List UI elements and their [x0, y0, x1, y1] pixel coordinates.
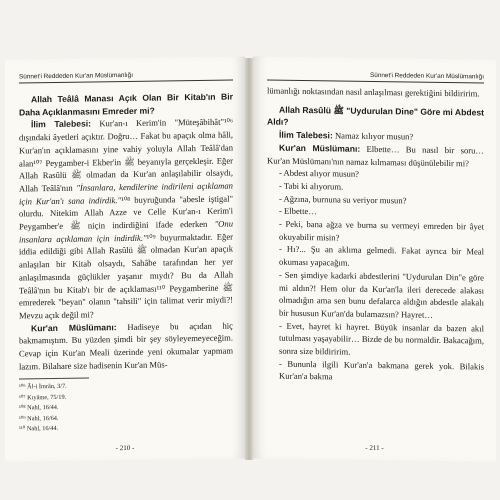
- footnote: ¹⁰⁷ Kıyâme, 75/19.: [19, 393, 67, 402]
- left-page: [5, 56, 245, 461]
- dialogue-line: - Tabi ki alıyorum.: [279, 180, 344, 192]
- right-running-header: Sünnet'i Reddeden Kur'an Müslümanlığı: [267, 70, 484, 83]
- footnote: ¹⁰⁶ Âl-i İmrân, 3/7.: [19, 383, 67, 391]
- quoted-verse: "Onu insanlara açıklaman için indirdik.": [19, 218, 233, 245]
- footnote: ¹¹⁰ Nahl, 16/44.: [19, 425, 59, 433]
- page-number-left: - 210 -: [115, 443, 135, 453]
- paragraph-ilim-talebesi: [19, 116, 233, 322]
- page-number-right: - 211 -: [365, 443, 384, 453]
- paragraph-text: Elbette… Bu nasıl bir soru… Kur'an Müslümanı'nın namaz kılmaması düşünülebilir mi?: [267, 143, 485, 168]
- dialogue-line: - Peki, bana ağza ve burna su vermeyi emreden bir âyet okuyabilir misin?: [279, 218, 484, 243]
- dialogue-line: - Sen şimdiye kadarki abdestlerini "Uydurulan Din"e göre mi aldın?! Hem olur da Kur'an'la ileri derecede alakası olmadığın ama sen bunu defalarca aldığın abdestle alakalı bir hususun Kur'an'da bulamazsın? Hayret…: [279, 269, 484, 320]
- paragraph-continuation: lümanlığı noktasından nasıl anlaşılması gerektiğini bildiririm.: [267, 85, 480, 99]
- section-heading-left: Allah Teâlâ Manası Açık Olan Bir Kitab'ın Bir Daha Açıklanmasını Emreder mi?: [19, 91, 233, 118]
- dialogue-line: - Bununla ilgili Kur'an'a bakmana gerek yok. Bilakis Kur'an'a bakma: [279, 358, 484, 382]
- paragraph-text: Namaz kılıyor musun?: [332, 130, 414, 142]
- right-page-text: [267, 84, 484, 385]
- dialogue-line: - Hı?... Şu an aklıma gelmedi. Fakat ayrıca bir Meal okuması yapacağım.: [279, 244, 484, 268]
- book-spine: [245, 58, 253, 460]
- left-page-text: [19, 90, 233, 372]
- paragraph-kuran-muslumani: [267, 141, 484, 169]
- paragraph-kuran-muslumani: [19, 319, 233, 373]
- footnote: ¹⁰⁹ Nahl, 16/64.: [19, 414, 59, 423]
- speaker-label: İlim Talebesi:: [31, 118, 91, 130]
- footnote: ¹⁰⁸ Nahl, 16/44.: [19, 404, 59, 412]
- speaker-label: İlim Talebesi:: [279, 129, 333, 141]
- footnotes: [19, 378, 89, 435]
- left-running-header: Sünnet'i Reddeden Kur'an Müslümanlığı: [19, 70, 233, 83]
- paragraph-text: Hadiseye bu açıdan hiç bakmamıştım. Bu yüzden şimdi bir şey söyleyemeyeceğim. Cevap için Kur'an Meali üzerinde yeni okumalar yapmam lazım. Bilahare size hadisenin Kur'an Müs-: [19, 320, 233, 372]
- paragraph-text: ¹⁰⁸ buyruğunda "abesle iştigal" olurdu. Nitekim Allah Azze ve Celle Kur'an-ı Kerim'i Peygamber'e ﷺ niçin indirdiğini ifade ederken: [19, 193, 233, 232]
- speaker-label: Kur'an Müslümanı:: [31, 321, 117, 333]
- paragraph-text: Kur'an-ı Kerim'in "Müteşâbihât"¹⁰⁶ dışındaki âyetleri açıktır. Doğru… Fakat bu apaçık olma hâli, Kur'an'ın açıklamasını yine vahiy yoluyla Allah Teâlâ'dan alan¹⁰⁷ Peygamber-i Ekber'in ﷺ beyanıyla gerçekleşir. Eğer Allah Rasûlü ﷺ olmadan da Kur'an anlaşılabilir olsaydı, Allah Teâlâ'nın: [19, 116, 233, 194]
- paragraph-text: ¹⁰⁹ buyurmaktadır. Eğer iddia edildiği gibi Allah Rasûlü ﷺ olmadan Kur'an apaçık anlaşılan bir Kitab olsaydı, Sahâbe tarafından her yer anlaşılmasında güçlükler yaşanır mıydı? Bu da Allah Teâlâ'nın bu Kitab'ı bir de açıklaması¹¹⁰ Peygamberine ﷺ emrederek "beyan" olanın "tahsili" için talimat verir miydi?! Mevzu açık değil mi?: [19, 231, 233, 321]
- quoted-verse: "İnsanlara, kendilerine indirileni açıklaman için Kur'an'ı sana indirdik.": [19, 180, 233, 207]
- dialogue-line: - Abdest alıyor musun?: [279, 167, 359, 180]
- dialogue-line: - Ağzına, burnuna su veriyor musun?: [279, 193, 407, 206]
- section-heading-right: Allah Rasûlü ﷺ "Uydurulan Dine" Göre mi Abdest Aldı?: [267, 104, 485, 128]
- dialogue-line: - Evet, hayret ki hayret. Büyük insanlar da bazen akıl tutulması yaşayabilir… Bizde de bu normaldir. Bakacağım, sonra size bildiririm.: [279, 320, 484, 357]
- dialogue-line: - Elbette…: [279, 205, 317, 217]
- right-page: [253, 56, 496, 461]
- speaker-label: Kur'an Müslümanı:: [279, 142, 361, 154]
